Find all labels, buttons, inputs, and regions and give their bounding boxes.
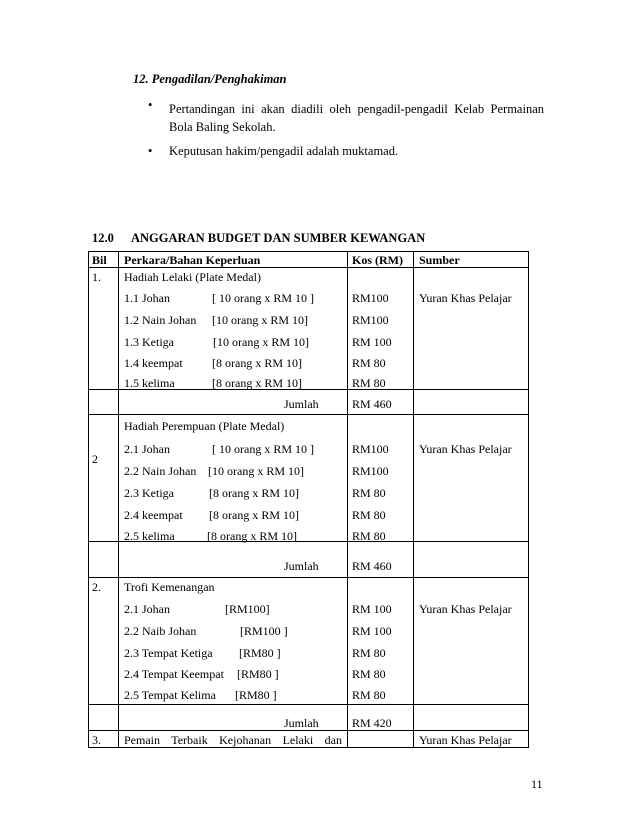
section-12-title: 12. Pengadilan/Penghakiman xyxy=(133,72,287,86)
item-calc: [RM80 ] xyxy=(237,667,279,681)
table-border-right xyxy=(528,251,529,748)
header-source: Sumber xyxy=(419,253,460,267)
item-cost: RM100 xyxy=(352,313,389,327)
item-cost: RM 80 xyxy=(352,688,386,702)
group-2-source: Yuran Khas Pelajar xyxy=(419,442,512,456)
item-calc: [RM80 ] xyxy=(235,688,277,702)
item-cost: RM 100 xyxy=(352,335,392,349)
last-row-bil: 3. xyxy=(92,733,101,747)
item-label: 2.1 Johan xyxy=(124,602,170,616)
item-cost: RM 80 xyxy=(352,356,386,370)
item-label: 2.3 Tempat Ketiga xyxy=(124,646,213,660)
item-label: 1.4 keempat xyxy=(124,356,183,370)
bullet-1-line-2: Bola Baling Sekolah. xyxy=(169,120,276,134)
group-3-heading: Trofi Kemenangan xyxy=(124,580,215,594)
table-row-divider xyxy=(88,704,529,705)
group-1-bil: 1. xyxy=(92,270,101,284)
item-cost: RM 100 xyxy=(352,602,392,616)
group-1-source: Yuran Khas Pelajar xyxy=(419,291,512,305)
total-label: Jumlah xyxy=(284,397,319,411)
item-cost: RM100 xyxy=(352,291,389,305)
item-label: 1.2 Nain Johan xyxy=(124,313,197,327)
item-label: 1.5 kelima xyxy=(124,376,175,390)
item-label: 2.3 Ketiga xyxy=(124,486,174,500)
item-cost: RM 80 xyxy=(352,508,386,522)
item-cost: RM 80 xyxy=(352,667,386,681)
item-cost: RM100 xyxy=(352,464,389,478)
item-cost: RM100 xyxy=(352,442,389,456)
item-cost: RM 100 xyxy=(352,624,392,638)
item-calc: [RM80 ] xyxy=(239,646,281,660)
item-calc: [ 10 orang x RM 10 ] xyxy=(212,291,314,305)
item-cost: RM 80 xyxy=(352,529,386,543)
total-value: RM 420 xyxy=(352,716,392,730)
item-label: 2.2 Naib Johan xyxy=(124,624,197,638)
header-cost: Kos (RM) xyxy=(352,253,403,267)
item-calc: [ 10 orang x RM 10 ] xyxy=(212,442,314,456)
table-col-divider xyxy=(413,251,414,748)
last-row-source: Yuran Khas Pelajar xyxy=(419,733,512,747)
item-label: 2.4 keempat xyxy=(124,508,183,522)
item-calc: [10 orang x RM 10] xyxy=(212,313,308,327)
total-value: RM 460 xyxy=(352,559,392,573)
header-bil: Bil xyxy=(92,253,107,267)
page-number: 11 xyxy=(531,777,543,791)
item-calc: [RM100] xyxy=(225,602,270,616)
total-value: RM 460 xyxy=(352,397,392,411)
item-calc: [10 orang x RM 10] xyxy=(208,464,304,478)
table-row-divider xyxy=(88,577,529,578)
table-border-left xyxy=(88,251,89,748)
item-calc: [8 orang x RM 10] xyxy=(212,356,302,370)
budget-table xyxy=(88,251,529,748)
total-label: Jumlah xyxy=(284,559,319,573)
item-label: 1.1 Johan xyxy=(124,291,170,305)
last-row-item: Pemain Terbaik Kejohanan Lelaki dan xyxy=(124,733,342,747)
item-cost: RM 80 xyxy=(352,376,386,390)
item-label: 2.5 Tempat Kelima xyxy=(124,688,216,702)
item-calc: [10 orang x RM 10] xyxy=(213,335,309,349)
item-cost: RM 80 xyxy=(352,486,386,500)
bullet-icon: • xyxy=(148,98,153,112)
item-label: 2.4 Tempat Keempat xyxy=(124,667,224,681)
item-calc: [8 orang x RM 10] xyxy=(209,486,299,500)
bullet-2-text: Keputusan hakim/pengadil adalah muktamad. xyxy=(169,144,399,158)
item-label: 2.1 Johan xyxy=(124,442,170,456)
group-2-heading: Hadiah Perempuan (Plate Medal) xyxy=(124,419,285,433)
header-item: Perkara/Bahan Keperluan xyxy=(124,253,261,267)
group-2-bil: 2 xyxy=(92,452,98,466)
table-col-divider xyxy=(118,251,119,748)
item-label: 2.5 kelima xyxy=(124,529,175,543)
item-calc: [8 orang x RM 10] xyxy=(209,508,299,522)
item-cost: RM 80 xyxy=(352,646,386,660)
section-heading: ANGGARAN BUDGET DAN SUMBER KEWANGAN xyxy=(131,231,426,245)
total-label: Jumlah xyxy=(284,716,319,730)
item-calc: [8 orang x RM 10] xyxy=(207,529,297,543)
bullet-1-line-1: Pertandingan ini akan diadili oleh pengadil-pengadil Kelab Permainan xyxy=(169,102,544,116)
group-1-heading: Hadiah Lelaki (Plate Medal) xyxy=(124,270,261,284)
item-label: 2.2 Nain Johan xyxy=(124,464,197,478)
table-border-top xyxy=(88,251,529,252)
section-number: 12.0 xyxy=(92,231,114,245)
item-calc: [RM100 ] xyxy=(240,624,288,638)
table-col-divider xyxy=(347,251,348,748)
bullet-icon: • xyxy=(148,144,153,158)
group-3-bil: 2. xyxy=(92,580,101,594)
item-label: 1.3 Ketiga xyxy=(124,335,174,349)
table-row-divider xyxy=(88,414,529,415)
item-calc: [8 orang x RM 10] xyxy=(212,376,302,390)
group-3-source: Yuran Khas Pelajar xyxy=(419,602,512,616)
